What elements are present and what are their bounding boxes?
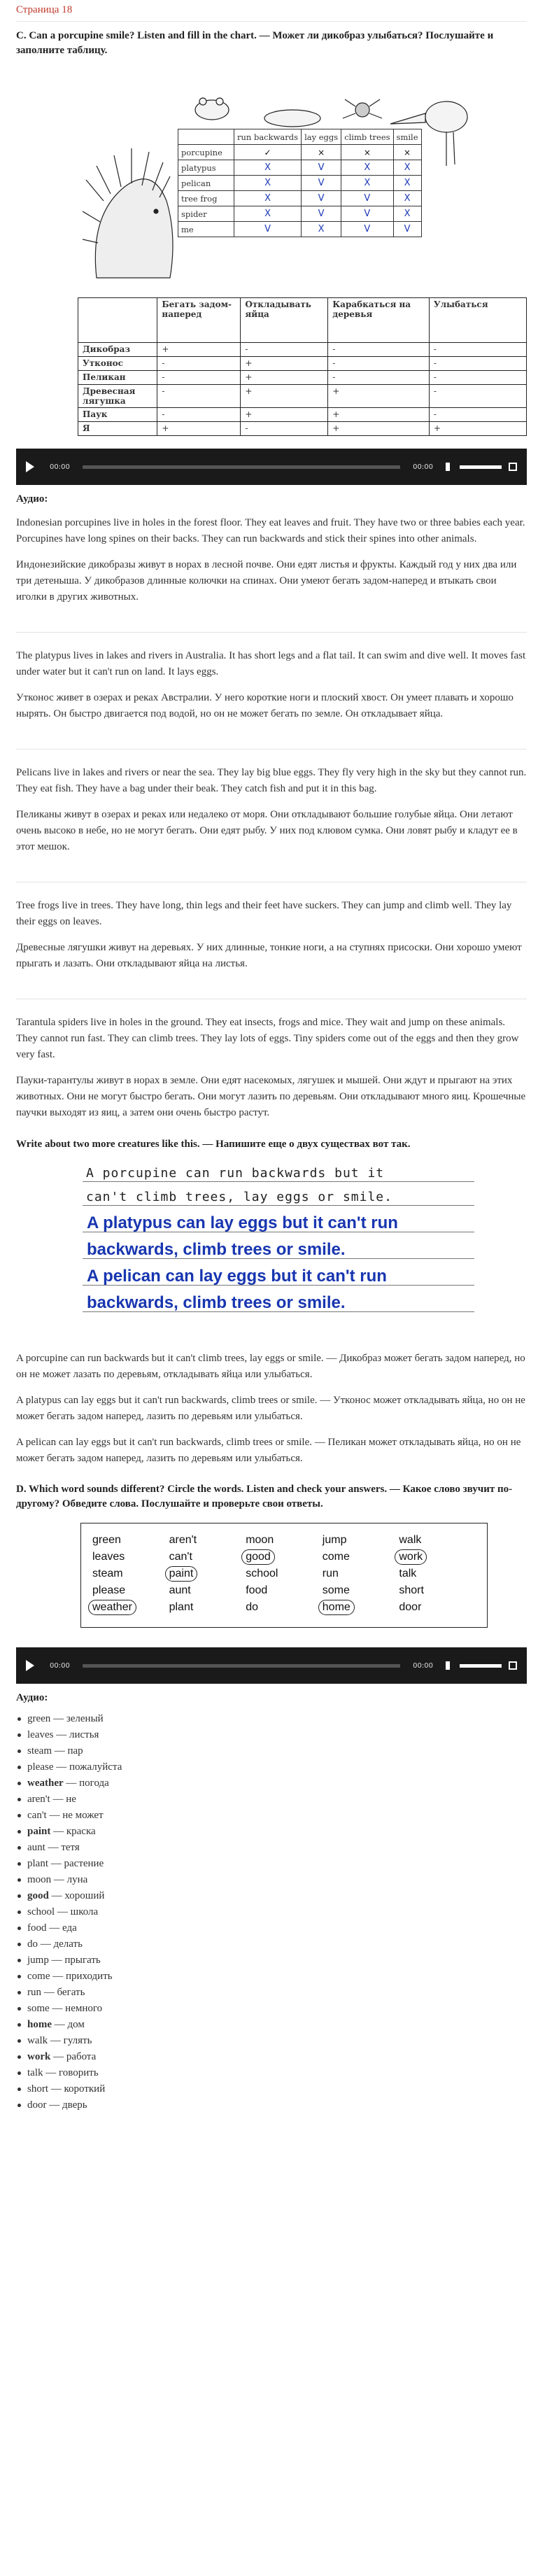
- ru-cell: -: [429, 343, 526, 357]
- vocab-item: [16, 1985, 527, 2001]
- vocab-word: can't: [27, 1810, 47, 1821]
- writing-line: [83, 1205, 474, 1206]
- writing-line: [83, 1181, 474, 1182]
- vocab-word: steam: [27, 1745, 52, 1757]
- vocab-translation: — работа: [50, 2051, 97, 2062]
- vocab-item: [16, 1969, 527, 1985]
- vocab-item: [16, 1888, 527, 1904]
- word: steam: [92, 1568, 123, 1579]
- passage-ru: Пеликаны живут в озерах и реках или недалеко от моря. Они откладывают большие голубые яйца. Они летают очень высоко в небе, но не могут бегать. Они едят рыбу. У них под клювом сумка. Они ловят рыбу и кладут ее в этот мешок.: [16, 809, 518, 852]
- circled-word: work: [395, 1549, 427, 1565]
- vocab-item: [16, 1792, 527, 1808]
- passage-ru: Индонезийские дикобразы живут в норах в лесной почве. Они едят листья и фрукты. Каждый год у них два или три детеныша. У дикобразов длинные колючки на спинах. Они умеют бегать задом-наперед и втыкать свои иголки в других животных.: [16, 559, 517, 603]
- passage: [16, 765, 527, 855]
- passage-ru: Пауки-тарантулы живут в норах в земле. Они едят насекомых, лягушек и мышей. Они ждут и прыгают на этих животных. Они не могут быстро бегать. Они могут лазить по деревьям. Они откладывают много яиц. Крошечные паучки выходят из яиц, а затем они очень быстро растут.: [16, 1075, 526, 1118]
- vocab-item: [16, 2033, 527, 2049]
- vocab-translation: — немного: [49, 2003, 103, 2014]
- ru-header: Улыбаться: [429, 298, 526, 343]
- volume-icon[interactable]: [446, 1661, 455, 1670]
- word: do: [246, 1601, 258, 1613]
- vocab-translation: — луна: [51, 1874, 88, 1885]
- answer-line: backwards, climb trees or smile.: [87, 1240, 346, 1259]
- ru-cell: -: [429, 385, 526, 408]
- chart-cell: V: [302, 176, 341, 191]
- ru-cell: Паук: [78, 408, 157, 422]
- ru-cell: +: [429, 422, 526, 436]
- vocab-word: do: [27, 1938, 38, 1950]
- fullscreen-icon[interactable]: [509, 463, 517, 471]
- vocab-translation: — хороший: [48, 1890, 105, 1901]
- vocab-item: [16, 1743, 527, 1759]
- chart-row: [178, 145, 422, 160]
- ru-cell: Древесная лягушка: [78, 385, 157, 408]
- word: aren't: [169, 1534, 197, 1546]
- chart-header: climb trees: [341, 129, 393, 145]
- vocab-word: school: [27, 1906, 55, 1917]
- chart-cell: V: [341, 191, 393, 206]
- word: jump: [322, 1534, 347, 1546]
- chart-cell: V: [302, 206, 341, 222]
- vocab-word: please: [27, 1761, 54, 1773]
- word: run: [322, 1568, 339, 1579]
- audio-player: [16, 449, 527, 485]
- vocab-translation: — гулять: [48, 2035, 92, 2046]
- vocab-translation: — дверь: [46, 2099, 87, 2111]
- chart-cell: X: [302, 222, 341, 237]
- word: green: [92, 1534, 121, 1546]
- chart-cell: X: [341, 176, 393, 191]
- ru-cell: Я: [78, 422, 157, 436]
- vocab-item: [16, 1840, 527, 1856]
- answer-sentence: A porcupine can run backwards but it can't climb trees, lay eggs or smile. — Дикобраз может бегать задом наперед, но он не может лазать по деревьям, откладывать яйца или улыбаться.: [16, 1353, 525, 1380]
- chart-row: [178, 191, 422, 206]
- word-columns: [80, 1523, 488, 1628]
- chart-cell: X: [341, 160, 393, 176]
- example-line: A porcupine can run backwards but it: [86, 1166, 385, 1181]
- vocab-word: plant: [27, 1858, 48, 1869]
- circled-word: paint: [165, 1566, 198, 1582]
- audio-label: Аудио:: [16, 1692, 48, 1703]
- ru-cell: +: [328, 408, 430, 422]
- russian-table: [78, 297, 527, 436]
- word: aunt: [169, 1584, 191, 1596]
- circled-word: weather: [88, 1600, 136, 1615]
- play-icon[interactable]: [26, 1660, 34, 1671]
- vocab-item: [16, 2001, 527, 2017]
- ru-cell: +: [157, 422, 241, 436]
- porcupine-drawing: [83, 148, 173, 278]
- word: moon: [246, 1534, 274, 1546]
- fullscreen-icon[interactable]: [509, 1661, 517, 1670]
- vocab-item: [16, 1711, 527, 1727]
- vocab-translation: — погода: [63, 1778, 109, 1789]
- vocab-word: run: [27, 1987, 41, 1998]
- word: talk: [399, 1568, 417, 1579]
- play-icon[interactable]: [26, 461, 34, 472]
- write-task-heading: Write about two more creatures like this. — Напишите еще о двух существах вот так.: [16, 1139, 411, 1150]
- chart-cell: X: [234, 191, 302, 206]
- chart-cell: V: [302, 160, 341, 176]
- vocab-translation: — пожалуйста: [53, 1761, 122, 1773]
- illustrated-chart: [83, 75, 502, 285]
- vocab-word: home: [27, 2019, 52, 2030]
- current-time: 00:00: [50, 463, 70, 471]
- word: some: [322, 1584, 350, 1596]
- task-d-heading: D. Which word sounds different? Circle the words. Listen and check your answers. — Какое слово звучит по-другому? Обведите слова. Послушайте и проверьте свои ответы.: [16, 1484, 513, 1509]
- volume-slider[interactable]: [460, 465, 502, 469]
- volume-slider[interactable]: [460, 1664, 502, 1668]
- ru-header: [78, 298, 157, 343]
- vocab-translation: — говорить: [43, 2067, 99, 2078]
- abilities-chart: [178, 129, 422, 237]
- chart-cell: V: [341, 206, 393, 222]
- word-column: [323, 1532, 399, 1619]
- vocab-word: some: [27, 2003, 50, 2014]
- word: school: [246, 1568, 278, 1579]
- passage: [16, 898, 527, 972]
- word: can't: [169, 1551, 192, 1563]
- vocab-translation: — бегать: [41, 1987, 85, 1998]
- vocab-item: [16, 1808, 527, 1824]
- vocab-word: aunt: [27, 1842, 45, 1853]
- chart-cell: V: [234, 222, 302, 237]
- ru-header: Откладывать яйца: [241, 298, 328, 343]
- vocab-translation: — приходить: [50, 1971, 113, 1982]
- chart-row: [178, 206, 422, 222]
- chart-animal: me: [178, 222, 234, 237]
- ru-cell: -: [429, 408, 526, 422]
- vocab-item: [16, 2097, 527, 2113]
- chart-animal: tree frog: [178, 191, 234, 206]
- chart-cell: X: [393, 191, 421, 206]
- vocab-item: [16, 2049, 527, 2065]
- chart-cell: X: [393, 160, 421, 176]
- answer-sentence: A pelican can lay eggs but it can't run backwards, climb trees or smile. — Пеликан может откладывать яйца, но он не может бегать задом наперед, лазить по деревьям или улыбаться.: [16, 1437, 521, 1464]
- vocab-word: weather: [27, 1778, 64, 1789]
- chart-header: lay eggs: [302, 129, 341, 145]
- circled-word: home: [318, 1600, 355, 1615]
- chart-cell: V: [302, 191, 341, 206]
- ru-header: Карабкаться на деревья: [328, 298, 430, 343]
- ru-cell: Пеликан: [78, 371, 157, 385]
- vocab-item: [16, 1904, 527, 1920]
- vocab-translation: — не может: [46, 1810, 104, 1821]
- answer-line: A pelican can lay eggs but it can't run: [87, 1267, 387, 1286]
- chart-cell: V: [393, 222, 421, 237]
- answer-sentence: A platypus can lay eggs but it can't run backwards, climb trees or smile. — Утконос может откладывать яйца, но он не может бегать задом наперед, лазить по деревьям или улыбаться.: [16, 1395, 525, 1422]
- duration: 00:00: [413, 463, 433, 471]
- vocab-translation: — листья: [53, 1729, 99, 1740]
- ru-cell: -: [328, 343, 430, 357]
- ru-cell: +: [241, 357, 328, 371]
- vocab-word: walk: [27, 2035, 48, 2046]
- ru-cell: +: [241, 371, 328, 385]
- passage: [16, 515, 527, 605]
- vocab-item: [16, 1759, 527, 1775]
- spider-drawing: [343, 99, 382, 118]
- ru-cell: -: [157, 385, 241, 408]
- word: food: [246, 1584, 268, 1596]
- vocab-translation: — растение: [48, 1858, 104, 1869]
- chart-cell: X: [393, 206, 421, 222]
- chart-cell: V: [341, 222, 393, 237]
- current-time: 00:00: [50, 1661, 70, 1670]
- seek-bar[interactable]: [83, 465, 400, 469]
- word: short: [399, 1584, 424, 1596]
- vocab-item: [16, 2017, 527, 2033]
- chart-animal: pelican: [178, 176, 234, 191]
- task-c-heading: C. Can a porcupine smile? Listen and fill in the chart. — Может ли дикобраз улыбаться? Послушайте и заполните таблицу.: [16, 30, 494, 56]
- ru-row: [78, 357, 527, 371]
- vocab-translation: — школа: [55, 1906, 99, 1917]
- word: plant: [169, 1601, 194, 1613]
- divider: [16, 632, 527, 633]
- ru-cell: -: [241, 422, 328, 436]
- vocab-translation: — пар: [52, 1745, 83, 1757]
- vocab-word: talk: [27, 2067, 43, 2078]
- word: walk: [399, 1534, 422, 1546]
- ru-cell: +: [157, 343, 241, 357]
- ru-cell: +: [328, 385, 430, 408]
- ru-cell: -: [429, 371, 526, 385]
- frog-drawing: [195, 98, 229, 120]
- chart-corner: [178, 129, 234, 145]
- passage-en: Tree frogs live in trees. They have long, thin legs and their feet have suckers. They can jump and climb well. They lay their eggs on leaves.: [16, 900, 512, 927]
- duration: 00:00: [413, 1661, 433, 1670]
- word-column: [169, 1532, 246, 1619]
- word-column: [92, 1532, 169, 1619]
- vocab-word: moon: [27, 1874, 52, 1885]
- ru-cell: Утконос: [78, 357, 157, 371]
- chart-cell: X: [234, 206, 302, 222]
- answer-line: A platypus can lay eggs but it can't run: [87, 1213, 398, 1232]
- word: come: [322, 1551, 350, 1563]
- chart-cell: ×: [341, 145, 393, 160]
- vocab-word: jump: [27, 1955, 49, 1966]
- chart-row: [178, 176, 422, 191]
- ru-cell: -: [429, 357, 526, 371]
- ru-cell: -: [328, 371, 430, 385]
- ru-row: [78, 408, 527, 422]
- ru-cell: Дикобраз: [78, 343, 157, 357]
- vocab-word: short: [27, 2083, 48, 2095]
- vocab-translation: — еда: [46, 1922, 77, 1934]
- vocab-item: [16, 1936, 527, 1952]
- passage-en: Indonesian porcupines live in holes in the forest floor. They eat leaves and fruit. They have two or three babies each year. Porcupines have long spines on their backs. They can run backwards and stick their spines into other animals.: [16, 517, 525, 544]
- vocab-translation: — прыгать: [48, 1955, 101, 1966]
- word-column: [399, 1532, 476, 1619]
- ru-cell: -: [157, 357, 241, 371]
- vocab-translation: — краска: [50, 1826, 96, 1837]
- ru-cell: +: [241, 408, 328, 422]
- vocab-item: [16, 1920, 527, 1936]
- audio-label: Аудио:: [16, 493, 48, 505]
- ru-header: Бегать задом-наперед: [157, 298, 241, 343]
- chart-cell: ✓: [234, 145, 302, 160]
- vocabulary-list: [16, 1711, 527, 2113]
- vocab-item: [16, 1872, 527, 1888]
- ru-row: [78, 385, 527, 408]
- vocab-translation: — дом: [52, 2019, 85, 2030]
- vocab-item: [16, 1775, 527, 1792]
- ru-cell: +: [241, 385, 328, 408]
- vocab-translation: — зеленый: [50, 1713, 104, 1724]
- vocab-item: [16, 1952, 527, 1969]
- word: please: [92, 1584, 126, 1596]
- audio-player: [16, 1647, 527, 1684]
- chart-animal: spider: [178, 206, 234, 222]
- chart-cell: X: [234, 176, 302, 191]
- chart-header: run backwards: [234, 129, 302, 145]
- ru-cell: +: [328, 422, 430, 436]
- vocab-item: [16, 1856, 527, 1872]
- chart-cell: ×: [302, 145, 341, 160]
- passage: [16, 648, 527, 722]
- vocab-word: aren't: [27, 1794, 50, 1805]
- chart-row: [178, 222, 422, 237]
- chart-animal: platypus: [178, 160, 234, 176]
- circled-word: good: [241, 1549, 275, 1565]
- volume-icon[interactable]: [446, 463, 455, 471]
- vocab-word: green: [27, 1713, 51, 1724]
- chart-animal: porcupine: [178, 145, 234, 160]
- vocab-word: work: [27, 2051, 51, 2062]
- passage-ru: Древесные лягушки живут на деревьях. У них длинные, тонкие ноги, а на ступнях присоски. Они хорошо умеют прыгать и лазать. Они откладывают яйца на листья.: [16, 942, 522, 969]
- vocab-word: door: [27, 2099, 47, 2111]
- passage: [16, 1015, 527, 1121]
- handwriting-answers: [16, 1162, 527, 1351]
- chart-cell: X: [393, 176, 421, 191]
- chart-cell: ×: [393, 145, 421, 160]
- word: leaves: [92, 1551, 125, 1563]
- word: door: [399, 1601, 422, 1613]
- ru-cell: -: [328, 357, 430, 371]
- vocab-item: [16, 2065, 527, 2081]
- ru-cell: -: [157, 371, 241, 385]
- ru-row: [78, 371, 527, 385]
- passage-en: Pelicans live in lakes and rivers or near the sea. They lay big blue eggs. They fly very high in the sky but they cannot run. They eat fish. They have a bag under their beak. They catch fish and put it in this bag.: [16, 767, 527, 794]
- passage-en: The platypus lives in lakes and rivers in Australia. It has short legs and a flat tail. It can swim and dive well. It moves fast under water but it can't run on land. It lays eggs.: [16, 650, 526, 677]
- ru-row: [78, 343, 527, 357]
- vocab-word: come: [27, 1971, 50, 1982]
- answer-line: backwards, climb trees or smile.: [87, 1293, 346, 1312]
- platypus-drawing: [264, 110, 320, 127]
- vocab-item: [16, 2081, 527, 2097]
- chart-cell: X: [234, 160, 302, 176]
- vocab-item: [16, 1727, 527, 1743]
- vocab-item: [16, 1824, 527, 1840]
- example-line: can't climb trees, lay eggs or smile.: [86, 1190, 392, 1204]
- vocab-translation: — не: [50, 1794, 76, 1805]
- chart-header: smile: [393, 129, 421, 145]
- seek-bar[interactable]: [83, 1664, 400, 1668]
- ru-cell: -: [241, 343, 328, 357]
- vocab-translation: — короткий: [48, 2083, 106, 2095]
- ru-row: [78, 422, 527, 436]
- vocab-translation: — тетя: [45, 1842, 80, 1853]
- vocab-word: food: [27, 1922, 47, 1934]
- chart-row: [178, 160, 422, 176]
- passage-en: Tarantula spiders live in holes in the ground. They eat insects, frogs and mice. They wait and jump on these animals. They cannot run fast. They can climb trees. They lay lots of eggs. Tiny spiders come out of the eggs and then they grow very fast.: [16, 1017, 519, 1060]
- vocab-translation: — делать: [38, 1938, 83, 1950]
- page-number: Страница 18: [16, 0, 527, 22]
- word-column: [246, 1532, 323, 1619]
- vocab-word: paint: [27, 1826, 51, 1837]
- vocab-word: good: [27, 1890, 49, 1901]
- passage-ru: Утконос живет в озерах и реках Австралии. У него короткие ноги и плоский хвост. Он умеет плавать и хорошо нырять. Он быстро двигается под водой, но он не может бегать по земле. Он откладывает яйца.: [16, 692, 514, 719]
- vocab-word: leaves: [27, 1729, 54, 1740]
- ru-cell: -: [157, 408, 241, 422]
